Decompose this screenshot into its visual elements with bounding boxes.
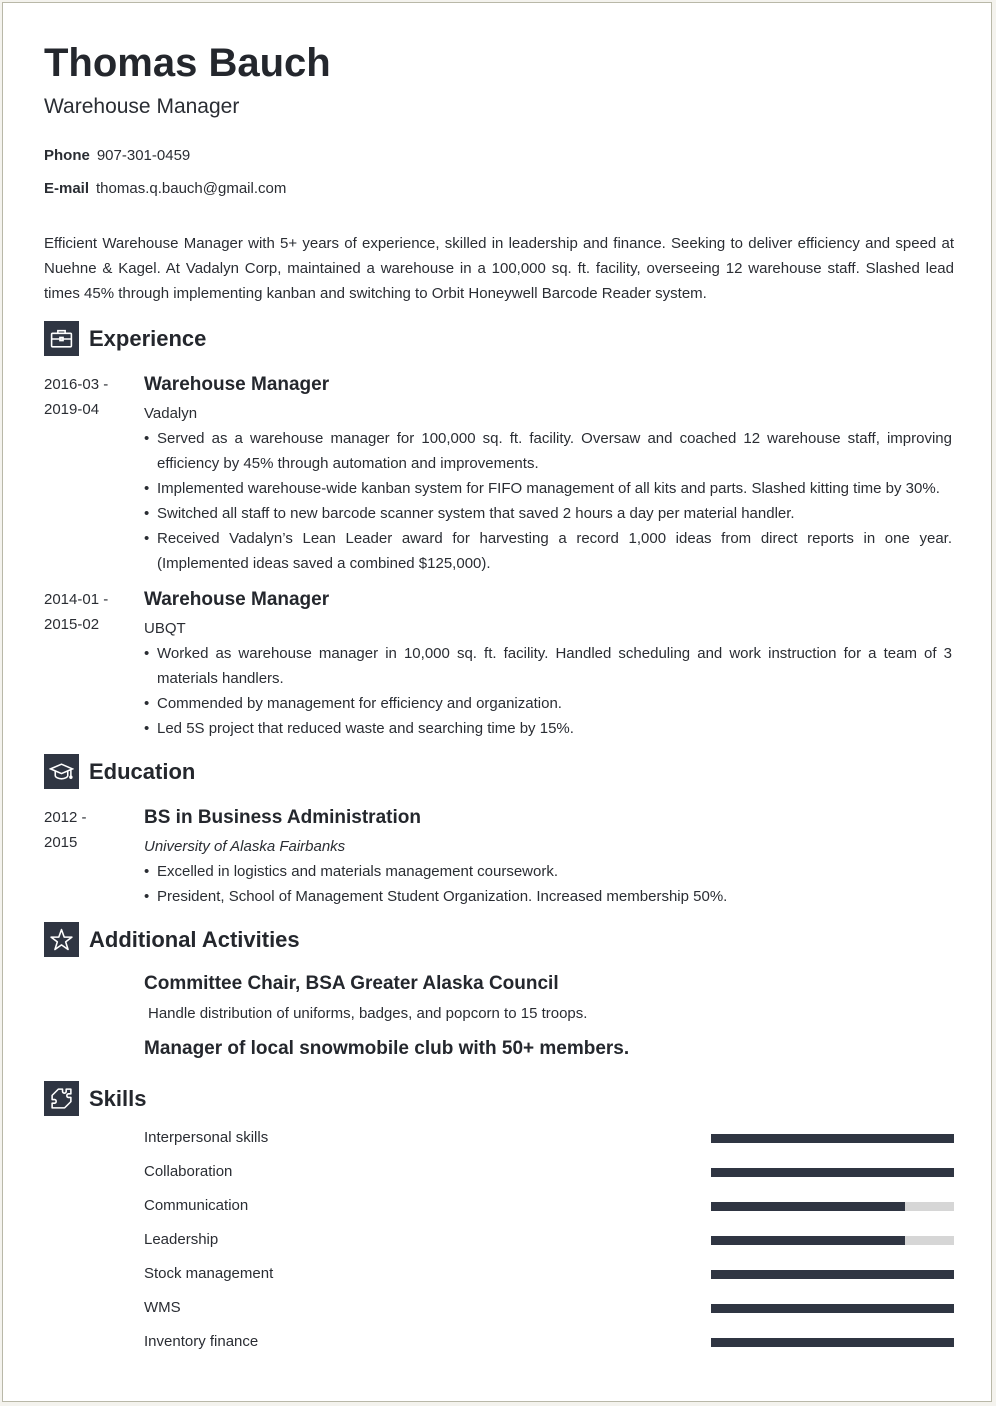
education-heading: Education xyxy=(89,758,196,784)
skill-level-fill xyxy=(711,1202,905,1211)
graduation-cap-icon xyxy=(44,754,79,789)
skill-level-fill xyxy=(711,1338,954,1347)
entry-date xyxy=(44,372,134,422)
activities-section-header xyxy=(44,922,300,957)
skill-level-bar xyxy=(711,1270,954,1279)
bullet-item: • Switched all staff to new barcode scanner system that saved 2 hours a day per material handler. xyxy=(144,501,952,526)
skill-level-fill xyxy=(711,1168,954,1177)
skill-level-bar xyxy=(711,1304,954,1313)
bullet-item: • President, School of Management Student Organization. Increased membership 50%. xyxy=(144,884,952,909)
activities-heading: Additional Activities xyxy=(89,926,300,952)
skill-row xyxy=(144,1298,954,1318)
skill-level-bar xyxy=(711,1134,954,1143)
skill-level-fill xyxy=(711,1134,954,1143)
bullet-list xyxy=(144,426,952,576)
skill-name: WMS xyxy=(144,1299,181,1316)
bullet-item: • Commended by management for efficiency and organization. xyxy=(144,691,952,716)
skill-row xyxy=(144,1196,954,1216)
job-title: Warehouse Manager xyxy=(44,95,240,118)
bullet-item: • Served as a warehouse manager for 100,000 sq. ft. facility. Oversaw and coached 12 warehouse staff, improving efficiency by 45% through automation and improvements. xyxy=(144,426,952,476)
skill-level-bar xyxy=(711,1202,954,1211)
skill-level-fill xyxy=(711,1236,905,1245)
skill-row xyxy=(144,1230,954,1250)
bullet-item: • Led 5S project that reduced waste and searching time by 15%. xyxy=(144,716,952,741)
date-start: 2016-03 - xyxy=(44,376,109,393)
bullet-item: • Received Vadalyn’s Lean Leader award for harvesting a record 1,000 ideas from direct reports in one year. (Implemented ideas saved a combined $125,000). xyxy=(144,526,952,576)
company-name: Vadalyn xyxy=(144,405,198,422)
skill-level-bar xyxy=(711,1338,954,1347)
bullet-list xyxy=(144,859,952,909)
entry-date xyxy=(44,805,134,855)
star-icon xyxy=(44,922,79,957)
phone-value: 907-301-0459 xyxy=(96,147,191,164)
summary-paragraph: Efficient Warehouse Manager with 5+ years of experience, skilled in leadership and finance. Seeking to deliver efficiency and speed at Nuehne & Kagel. At Vadalyn Corp, maintained a warehouse in a 100,000 sq. ft. facility, overseeing 12 warehouse staff. Slashed lead times 45% through implementing kanban and switching to Orbit Honeywell Barcode Reader system. xyxy=(44,235,954,302)
phone-row xyxy=(44,147,190,164)
email-label: E-mail xyxy=(44,180,90,197)
phone-label: Phone xyxy=(44,147,90,164)
skill-level-fill xyxy=(711,1304,954,1313)
skills-heading: Skills xyxy=(89,1085,147,1111)
date-start: 2014-01 - xyxy=(44,591,109,608)
skill-level-fill xyxy=(711,1270,954,1279)
degree-title: BS in Business Administration xyxy=(144,807,421,828)
bullet-item: • Excelled in logistics and materials management coursework. xyxy=(144,859,952,884)
skill-row xyxy=(144,1264,954,1284)
skill-name: Interpersonal skills xyxy=(144,1129,269,1146)
role-title: Warehouse Manager xyxy=(144,589,330,610)
skill-row xyxy=(144,1128,954,1148)
date-end: 2015-02 xyxy=(44,616,100,633)
skill-name: Communication xyxy=(144,1197,249,1214)
experience-section-header xyxy=(44,321,206,356)
skill-name: Stock management xyxy=(144,1265,274,1282)
candidate-name: Thomas Bauch xyxy=(44,41,331,85)
skill-name: Collaboration xyxy=(144,1163,233,1180)
experience-heading: Experience xyxy=(89,325,207,351)
skill-level-bar xyxy=(711,1168,954,1177)
bullet-item: • Implemented warehouse-wide kanban system for FIFO management of all kits and parts. Slashed kitting time by 30%. xyxy=(144,476,952,501)
puzzle-icon xyxy=(44,1081,79,1116)
skill-row xyxy=(144,1332,954,1352)
role-title: Warehouse Manager xyxy=(144,374,330,395)
skill-name: Inventory finance xyxy=(144,1333,259,1350)
briefcase-icon xyxy=(44,321,79,356)
resume-page xyxy=(2,2,992,1402)
skill-row xyxy=(144,1162,954,1182)
education-section-header xyxy=(44,754,195,789)
company-name: UBQT xyxy=(144,620,186,637)
entry-date xyxy=(44,587,134,637)
date-end: 2019-04 xyxy=(44,401,100,418)
date-start: 2012 - xyxy=(44,809,87,826)
school-name: University of Alaska Fairbanks xyxy=(144,838,346,855)
activity-title: Manager of local snowmobile club with 50+ members. xyxy=(144,1038,630,1059)
skill-name: Leadership xyxy=(144,1231,219,1248)
date-end: 2015 xyxy=(44,834,78,851)
activity-title: Committee Chair, BSA Greater Alaska Council xyxy=(144,973,559,994)
email-value: thomas.q.bauch@gmail.com xyxy=(96,180,287,197)
skills-section-header xyxy=(44,1081,146,1116)
bullet-list xyxy=(144,641,952,741)
bullet-item: • Worked as warehouse manager in 10,000 sq. ft. facility. Handled scheduling and work instruction for a team of 3 materials handlers. xyxy=(144,641,952,691)
email-row xyxy=(44,180,286,197)
skill-level-bar xyxy=(711,1236,954,1245)
activity-description: Handle distribution of uniforms, badges, and popcorn to 15 troops. xyxy=(148,1005,588,1022)
